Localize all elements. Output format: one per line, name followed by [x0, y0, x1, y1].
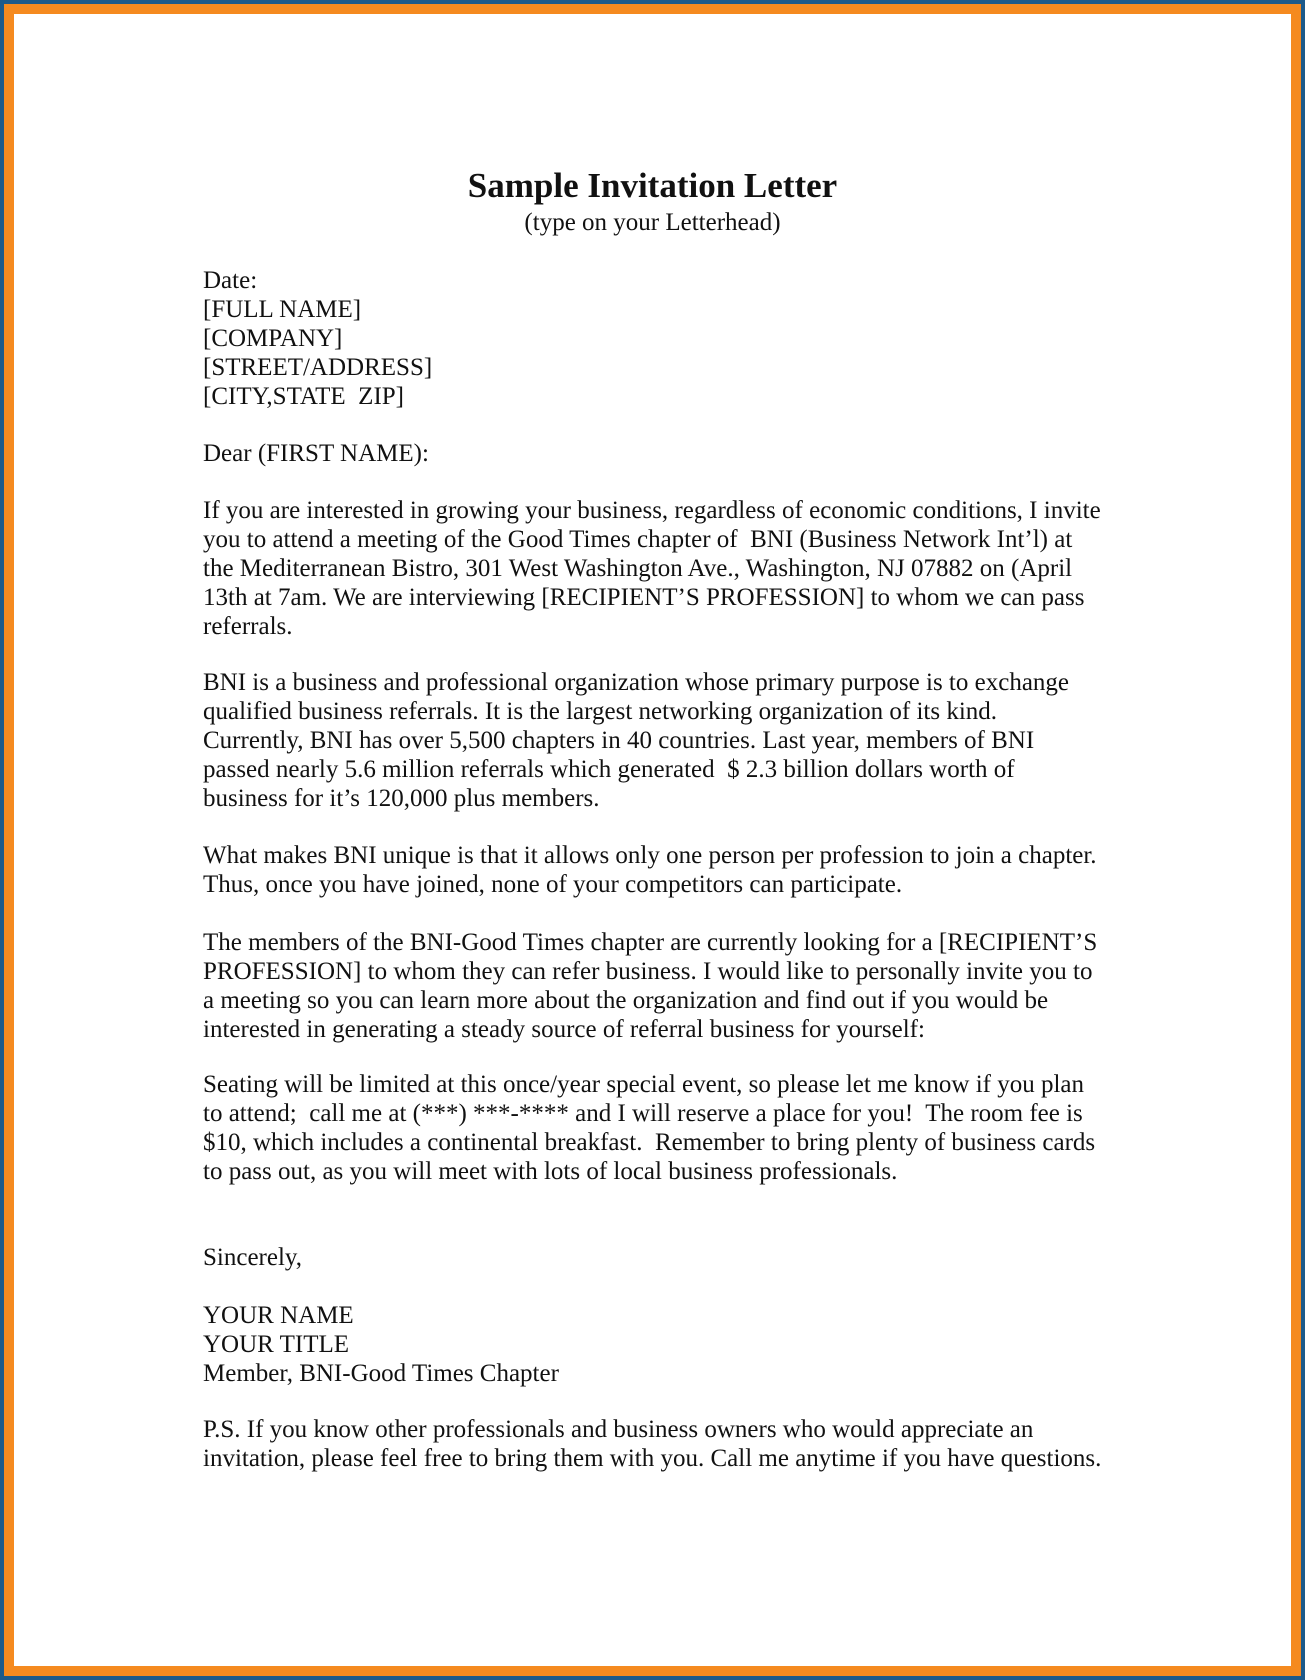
text-line: a meeting so you can learn more about the organization and find out if you would be [203, 987, 1049, 1014]
text-line: Currently, BNI has over 5,500 chapters in 40 countries. Last year, members of BNI [203, 727, 1035, 754]
text-line: YOUR TITLE [203, 1331, 350, 1358]
text-line: Seating will be limited at this once/year special event, so please let me know if you plan [203, 1071, 1085, 1098]
text-line: you to attend a meeting of the Good Times chapter of BNI (Business Network Int’l) at [203, 526, 1073, 553]
text-line: to attend; call me at (***) ***-**** and I will reserve a place for you! The room fee is [203, 1100, 1083, 1127]
text-line: [FULL NAME] [203, 296, 362, 323]
postscript [203, 1415, 1101, 1473]
text-line: BNI is a business and professional organization whose primary purpose is to exchange [203, 669, 1070, 696]
closing-text: Sincerely, [203, 1244, 303, 1271]
text-line: business for it’s 120,000 plus members. [203, 785, 600, 812]
salutation-text: Dear (FIRST NAME): [203, 440, 429, 467]
letter-subtitle: (type on your Letterhead) [524, 209, 781, 236]
text-line: P.S. If you know other professionals and business owners who would appreciate an [203, 1416, 1034, 1443]
signature-block [203, 1301, 559, 1388]
salutation [203, 439, 429, 468]
closing [203, 1243, 302, 1272]
text-line: $10, which includes a continental breakfast. Remember to bring plenty of business cards [203, 1129, 1096, 1156]
paragraph-4 [203, 928, 1097, 1044]
text-line: [STREET/ADDRESS] [203, 354, 433, 381]
text-line: qualified business referrals. It is the largest networking organization of its kind. [203, 698, 998, 725]
text-line: The members of the BNI-Good Times chapter are currently looking for a [RECIPIENT’S [203, 929, 1098, 956]
recipient-address [203, 266, 432, 411]
text-line: referrals. [203, 613, 293, 640]
text-line: interested in generating a steady source of referral business for yourself: [203, 1016, 925, 1043]
text-line: to pass out, as you will meet with lots of local business professionals. [203, 1158, 898, 1185]
text-line: passed nearly 5.6 million referrals which generated $ 2.3 billion dollars worth of [203, 756, 1015, 783]
text-line: [COMPANY] [203, 325, 343, 352]
text-line: Date: [203, 267, 258, 294]
letter-title: Sample Invitation Letter [467, 166, 838, 205]
text-line: YOUR NAME [203, 1302, 354, 1329]
text-line: What makes BNI unique is that it allows only one person per profession to join a chapter. [203, 842, 1097, 869]
text-line: Thus, once you have joined, none of your competitors can participate. [203, 871, 903, 898]
text-line: [CITY,STATE ZIP] [203, 383, 405, 410]
paragraph-1 [203, 496, 1101, 641]
text-line: invitation, please feel free to bring them with you. Call me anytime if you have questions. [203, 1445, 1102, 1472]
text-line: PROFESSION] to whom they can refer business. I would like to personally invite you to [203, 958, 1093, 985]
paragraph-3 [203, 841, 1097, 899]
text-line: the Mediterranean Bistro, 301 West Washington Ave., Washington, NJ 07882 on (April [203, 555, 1073, 582]
text-line: Member, BNI-Good Times Chapter [203, 1360, 559, 1387]
paragraph-5 [203, 1070, 1095, 1186]
text-line: If you are interested in growing your business, regardless of economic conditions, I invite [203, 497, 1101, 524]
paragraph-2 [203, 668, 1069, 813]
text-line: 13th at 7am. We are interviewing [RECIPIENT’S PROFESSION] to whom we can pass [203, 584, 1085, 611]
